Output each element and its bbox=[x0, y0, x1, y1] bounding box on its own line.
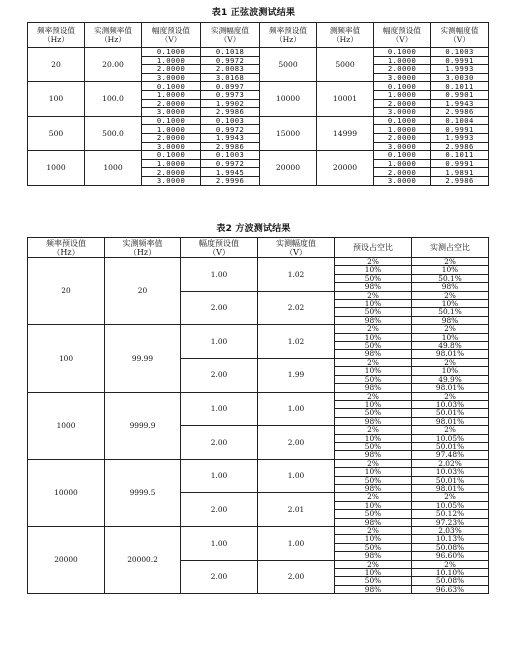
duty-measured-cell: 10.10% bbox=[412, 569, 489, 577]
duty-preset-cell: 50% bbox=[335, 308, 412, 316]
column-header bbox=[412, 238, 489, 258]
header-line: （V） bbox=[391, 35, 413, 44]
duty-preset-cell: 2% bbox=[335, 527, 412, 535]
column-header bbox=[201, 23, 260, 48]
duty-measured-cell: 10.03% bbox=[412, 468, 489, 476]
duty-preset-cell: 50% bbox=[335, 543, 412, 551]
amp-measured-cell: 2.9996 bbox=[201, 176, 260, 185]
header-line: （Hz） bbox=[275, 35, 301, 44]
duty-preset-cell: 10% bbox=[335, 400, 412, 408]
freq-measured-cell: 5000 bbox=[317, 48, 374, 82]
amp-preset-cell: 1.00 bbox=[181, 258, 258, 292]
freq-preset-cell: 1000 bbox=[28, 392, 105, 459]
freq-preset-cell: 20000 bbox=[28, 527, 105, 594]
header-line: 预设占空比 bbox=[353, 243, 393, 252]
header-line: （V） bbox=[160, 35, 182, 44]
duty-preset-cell: 98% bbox=[335, 451, 412, 459]
duty-measured-cell: 97.48% bbox=[412, 451, 489, 459]
amp-preset-cell: 1.0000 bbox=[142, 90, 201, 99]
header-line: 幅度预设值 bbox=[199, 238, 239, 248]
duty-measured-cell: 49.8% bbox=[412, 342, 489, 350]
amp-preset-cell: 2.0000 bbox=[142, 65, 201, 74]
freq-measured-cell: 500.0 bbox=[85, 116, 142, 150]
duty-preset-cell: 98% bbox=[335, 283, 412, 291]
freq-preset-cell: 10000 bbox=[260, 82, 317, 116]
amp-measured-cell: 2.9986 bbox=[201, 108, 260, 117]
amp-measured-cell: 1.9945 bbox=[201, 168, 260, 177]
duty-measured-cell: 2.02% bbox=[412, 459, 489, 467]
duty-measured-cell: 98.01% bbox=[412, 384, 489, 392]
duty-preset-cell: 98% bbox=[335, 316, 412, 324]
duty-measured-cell: 2% bbox=[412, 358, 489, 366]
duty-measured-cell: 49.9% bbox=[412, 375, 489, 383]
duty-preset-cell: 2% bbox=[335, 358, 412, 366]
duty-measured-cell: 2% bbox=[412, 426, 489, 434]
amp-measured-cell: 1.9943 bbox=[431, 99, 489, 108]
duty-measured-cell: 10% bbox=[412, 367, 489, 375]
table-row bbox=[28, 325, 489, 333]
duty-measured-cell: 2% bbox=[412, 392, 489, 400]
amp-measured-cell: 1.9891 bbox=[431, 168, 489, 177]
freq-preset-cell: 500 bbox=[28, 116, 85, 150]
duty-preset-cell: 10% bbox=[335, 468, 412, 476]
duty-measured-cell: 98% bbox=[412, 283, 489, 291]
amp-measured-cell: 0.9991 bbox=[431, 159, 489, 168]
amp-preset-cell: 1.0000 bbox=[142, 125, 201, 134]
amp-measured-cell: 0.1004 bbox=[431, 116, 489, 125]
amp-measured-cell: 2.0083 bbox=[201, 65, 260, 74]
duty-preset-cell: 10% bbox=[335, 535, 412, 543]
amp-measured-cell: 2.9986 bbox=[431, 176, 489, 185]
amp-preset-cell: 3.0000 bbox=[374, 108, 431, 117]
freq-preset-cell: 100 bbox=[28, 82, 85, 116]
duty-preset-cell: 2% bbox=[335, 258, 412, 266]
duty-measured-cell: 98.01% bbox=[412, 484, 489, 492]
duty-measured-cell: 50.1% bbox=[412, 274, 489, 282]
duty-measured-cell: 50.08% bbox=[412, 577, 489, 585]
duty-measured-cell: 97.23% bbox=[412, 518, 489, 526]
header-line: 实测幅度值 bbox=[440, 26, 479, 35]
amp-measured-cell: 1.00 bbox=[258, 392, 335, 426]
duty-measured-cell: 10.03% bbox=[412, 400, 489, 408]
column-header bbox=[28, 23, 85, 48]
amp-preset-cell: 2.00 bbox=[181, 493, 258, 527]
amp-measured-cell: 0.1003 bbox=[201, 151, 260, 160]
freq-measured-cell: 10001 bbox=[317, 82, 374, 116]
duty-measured-cell: 10.05% bbox=[412, 501, 489, 509]
table-row bbox=[28, 258, 489, 266]
amp-measured-cell: 1.99 bbox=[258, 358, 335, 392]
amp-preset-cell: 2.0000 bbox=[374, 65, 431, 74]
freq-measured-cell: 20000.2 bbox=[105, 527, 181, 594]
duty-preset-cell: 50% bbox=[335, 274, 412, 282]
freq-preset-cell: 20 bbox=[28, 48, 85, 82]
column-header bbox=[181, 238, 258, 258]
amp-measured-cell: 1.9943 bbox=[201, 133, 260, 142]
table-header-row bbox=[28, 23, 489, 48]
header-line: （V） bbox=[449, 35, 470, 44]
square-wave-results-table bbox=[27, 237, 489, 594]
amp-measured-cell: 2.9986 bbox=[431, 108, 489, 117]
amp-preset-cell: 3.0000 bbox=[142, 108, 201, 117]
duty-preset-cell: 10% bbox=[335, 300, 412, 308]
amp-measured-cell: 2.01 bbox=[258, 493, 335, 527]
amp-measured-cell: 0.1003 bbox=[431, 48, 489, 57]
duty-preset-cell: 2% bbox=[335, 291, 412, 299]
header-line: 幅度预设值 bbox=[152, 26, 190, 35]
amp-measured-cell: 1.9993 bbox=[431, 133, 489, 142]
freq-preset-cell: 100 bbox=[28, 325, 105, 392]
duty-preset-cell: 10% bbox=[335, 367, 412, 375]
amp-preset-cell: 1.0000 bbox=[374, 125, 431, 134]
sine-wave-results-table bbox=[27, 22, 489, 186]
header-line: 幅度预设值 bbox=[383, 26, 421, 35]
amp-measured-cell: 2.00 bbox=[258, 426, 335, 460]
amp-preset-cell: 1.0000 bbox=[374, 56, 431, 65]
amp-preset-cell: 3.0000 bbox=[374, 73, 431, 82]
amp-measured-cell: 0.9973 bbox=[201, 90, 260, 99]
amp-measured-cell: 1.00 bbox=[258, 527, 335, 561]
amp-preset-cell: 0.1000 bbox=[374, 48, 431, 57]
amp-preset-cell: 1.00 bbox=[181, 325, 258, 359]
amp-preset-cell: 0.1000 bbox=[374, 116, 431, 125]
amp-measured-cell: 0.9901 bbox=[431, 90, 489, 99]
amp-preset-cell: 3.0000 bbox=[142, 142, 201, 151]
header-line: 频率预设值 bbox=[46, 238, 86, 248]
column-header bbox=[374, 23, 431, 48]
amp-preset-cell: 0.1000 bbox=[142, 48, 201, 57]
duty-preset-cell: 10% bbox=[335, 333, 412, 341]
amp-preset-cell: 3.0000 bbox=[374, 176, 431, 185]
header-line: （V） bbox=[219, 35, 241, 44]
freq-preset-cell: 1000 bbox=[28, 151, 85, 185]
amp-preset-cell: 1.0000 bbox=[142, 56, 201, 65]
amp-measured-cell: 1.02 bbox=[258, 325, 335, 359]
header-line: 测频率值 bbox=[329, 26, 361, 35]
column-header bbox=[142, 23, 201, 48]
amp-preset-cell: 1.0000 bbox=[374, 90, 431, 99]
duty-preset-cell: 10% bbox=[335, 266, 412, 274]
amp-preset-cell: 2.0000 bbox=[142, 133, 201, 142]
duty-measured-cell: 10% bbox=[412, 333, 489, 341]
amp-preset-cell: 2.0000 bbox=[142, 168, 201, 177]
duty-preset-cell: 98% bbox=[335, 585, 412, 593]
amp-preset-cell: 0.1000 bbox=[142, 116, 201, 125]
duty-measured-cell: 2% bbox=[412, 291, 489, 299]
duty-preset-cell: 10% bbox=[335, 434, 412, 442]
amp-preset-cell: 3.0000 bbox=[142, 73, 201, 82]
freq-preset-cell: 20000 bbox=[260, 151, 317, 185]
duty-measured-cell: 10.05% bbox=[412, 434, 489, 442]
freq-measured-cell: 9999.5 bbox=[105, 459, 181, 526]
table-row bbox=[28, 151, 489, 160]
freq-measured-cell: 14999 bbox=[317, 116, 374, 150]
amp-preset-cell: 2.0000 bbox=[374, 99, 431, 108]
amp-preset-cell: 0.1000 bbox=[142, 82, 201, 91]
duty-preset-cell: 50% bbox=[335, 409, 412, 417]
duty-measured-cell: 50.08% bbox=[412, 543, 489, 551]
column-header bbox=[335, 238, 412, 258]
amp-measured-cell: 2.02 bbox=[258, 291, 335, 325]
column-header bbox=[317, 23, 374, 48]
header-line: （Hz） bbox=[128, 247, 157, 257]
header-line: （Hz） bbox=[52, 247, 80, 257]
amp-measured-cell: 3.0168 bbox=[201, 73, 260, 82]
duty-measured-cell: 2% bbox=[412, 493, 489, 501]
duty-preset-cell: 50% bbox=[335, 342, 412, 350]
amp-measured-cell: 1.9902 bbox=[201, 99, 260, 108]
duty-preset-cell: 2% bbox=[335, 325, 412, 333]
duty-measured-cell: 50.01% bbox=[412, 409, 489, 417]
freq-measured-cell: 99.99 bbox=[105, 325, 181, 392]
duty-measured-cell: 98.01% bbox=[412, 350, 489, 358]
duty-preset-cell: 10% bbox=[335, 569, 412, 577]
amp-measured-cell: 0.1003 bbox=[201, 116, 260, 125]
duty-measured-cell: 50.12% bbox=[412, 510, 489, 518]
amp-measured-cell: 1.00 bbox=[258, 459, 335, 493]
duty-preset-cell: 98% bbox=[335, 552, 412, 560]
duty-preset-cell: 2% bbox=[335, 426, 412, 434]
duty-preset-cell: 2% bbox=[335, 560, 412, 568]
duty-measured-cell: 10.13% bbox=[412, 535, 489, 543]
amp-measured-cell: 0.1011 bbox=[431, 151, 489, 160]
header-line: 实测幅度值 bbox=[211, 26, 249, 35]
freq-measured-cell: 100.0 bbox=[85, 82, 142, 116]
duty-measured-cell: 98.01% bbox=[412, 417, 489, 425]
amp-preset-cell: 3.0000 bbox=[374, 142, 431, 151]
freq-measured-cell: 9999.9 bbox=[105, 392, 181, 459]
column-header bbox=[260, 23, 317, 48]
table-row bbox=[28, 392, 489, 400]
duty-measured-cell: 2% bbox=[412, 560, 489, 568]
amp-preset-cell: 1.00 bbox=[181, 392, 258, 426]
duty-measured-cell: 2% bbox=[412, 325, 489, 333]
duty-preset-cell: 2% bbox=[335, 392, 412, 400]
duty-measured-cell: 50.1% bbox=[412, 308, 489, 316]
header-line: 实测占空比 bbox=[430, 243, 470, 252]
amp-preset-cell: 1.00 bbox=[181, 527, 258, 561]
freq-preset-cell: 15000 bbox=[260, 116, 317, 150]
table-row bbox=[28, 459, 489, 467]
header-line: 实测频率值 bbox=[94, 26, 132, 35]
amp-preset-cell: 2.00 bbox=[181, 560, 258, 594]
duty-preset-cell: 2% bbox=[335, 493, 412, 501]
amp-preset-cell: 2.00 bbox=[181, 426, 258, 460]
table-row bbox=[28, 116, 489, 125]
column-header bbox=[258, 238, 335, 258]
duty-measured-cell: 10% bbox=[412, 300, 489, 308]
amp-measured-cell: 2.00 bbox=[258, 560, 335, 594]
duty-preset-cell: 98% bbox=[335, 518, 412, 526]
amp-measured-cell: 1.9993 bbox=[431, 65, 489, 74]
duty-preset-cell: 98% bbox=[335, 484, 412, 492]
duty-measured-cell: 2% bbox=[412, 258, 489, 266]
amp-measured-cell: 2.9986 bbox=[201, 142, 260, 151]
column-header bbox=[431, 23, 489, 48]
freq-preset-cell: 5000 bbox=[260, 48, 317, 82]
amp-preset-cell: 1.0000 bbox=[142, 159, 201, 168]
header-line: 实测幅度值 bbox=[276, 238, 316, 248]
header-line: 频率预设值 bbox=[37, 26, 75, 35]
duty-preset-cell: 50% bbox=[335, 510, 412, 518]
amp-preset-cell: 0.1000 bbox=[374, 82, 431, 91]
amp-measured-cell: 0.9972 bbox=[201, 125, 260, 134]
amp-preset-cell: 3.0000 bbox=[142, 176, 201, 185]
amp-measured-cell: 0.1011 bbox=[431, 82, 489, 91]
duty-preset-cell: 98% bbox=[335, 350, 412, 358]
column-header bbox=[85, 23, 142, 48]
duty-preset-cell: 2% bbox=[335, 459, 412, 467]
table-row bbox=[28, 82, 489, 91]
amp-measured-cell: 0.9991 bbox=[431, 56, 489, 65]
amp-measured-cell: 1.02 bbox=[258, 258, 335, 292]
freq-measured-cell: 20 bbox=[105, 258, 181, 325]
table2-title: 表2 方波测试结果 bbox=[216, 224, 291, 234]
header-line: （V） bbox=[285, 247, 307, 257]
amp-preset-cell: 2.00 bbox=[181, 291, 258, 325]
duty-measured-cell: 50.01% bbox=[412, 442, 489, 450]
duty-measured-cell: 96.60% bbox=[412, 552, 489, 560]
header-line: 频率预设值 bbox=[269, 26, 307, 35]
amp-preset-cell: 1.00 bbox=[181, 459, 258, 493]
freq-preset-cell: 10000 bbox=[28, 459, 105, 526]
duty-measured-cell: 50.01% bbox=[412, 476, 489, 484]
freq-measured-cell: 20000 bbox=[317, 151, 374, 185]
header-line: （Hz） bbox=[43, 35, 69, 44]
amp-measured-cell: 0.1018 bbox=[201, 48, 260, 57]
amp-preset-cell: 2.0000 bbox=[374, 133, 431, 142]
table-row bbox=[28, 527, 489, 535]
header-line: （Hz） bbox=[332, 35, 358, 44]
amp-measured-cell: 0.0997 bbox=[201, 82, 260, 91]
amp-measured-cell: 3.0030 bbox=[431, 73, 489, 82]
freq-measured-cell: 1000 bbox=[85, 151, 142, 185]
amp-preset-cell: 1.0000 bbox=[374, 159, 431, 168]
duty-preset-cell: 98% bbox=[335, 417, 412, 425]
amp-measured-cell: 0.9991 bbox=[431, 125, 489, 134]
duty-preset-cell: 50% bbox=[335, 375, 412, 383]
column-header bbox=[28, 238, 105, 258]
table1-title: 表1 正弦波测试结果 bbox=[211, 8, 296, 18]
amp-preset-cell: 0.1000 bbox=[374, 151, 431, 160]
duty-preset-cell: 50% bbox=[335, 476, 412, 484]
duty-measured-cell: 98% bbox=[412, 316, 489, 324]
table-row bbox=[28, 48, 489, 57]
header-line: （V） bbox=[208, 247, 230, 257]
amp-preset-cell: 0.1000 bbox=[142, 151, 201, 160]
duty-preset-cell: 10% bbox=[335, 501, 412, 509]
freq-preset-cell: 20 bbox=[28, 258, 105, 325]
amp-measured-cell: 0.9972 bbox=[201, 56, 260, 65]
duty-preset-cell: 50% bbox=[335, 577, 412, 585]
amp-preset-cell: 2.00 bbox=[181, 358, 258, 392]
amp-measured-cell: 0.9972 bbox=[201, 159, 260, 168]
amp-preset-cell: 2.0000 bbox=[142, 99, 201, 108]
amp-measured-cell: 2.9986 bbox=[431, 142, 489, 151]
duty-preset-cell: 50% bbox=[335, 442, 412, 450]
duty-measured-cell: 10% bbox=[412, 266, 489, 274]
duty-preset-cell: 98% bbox=[335, 384, 412, 392]
column-header bbox=[105, 238, 181, 258]
header-line: 实测频率值 bbox=[122, 238, 163, 248]
freq-measured-cell: 20.00 bbox=[85, 48, 142, 82]
duty-measured-cell: 96.63% bbox=[412, 585, 489, 593]
amp-preset-cell: 2.0000 bbox=[374, 168, 431, 177]
table-header-row bbox=[28, 238, 489, 258]
header-line: （Hz） bbox=[100, 35, 126, 44]
duty-measured-cell: 2.03% bbox=[412, 527, 489, 535]
